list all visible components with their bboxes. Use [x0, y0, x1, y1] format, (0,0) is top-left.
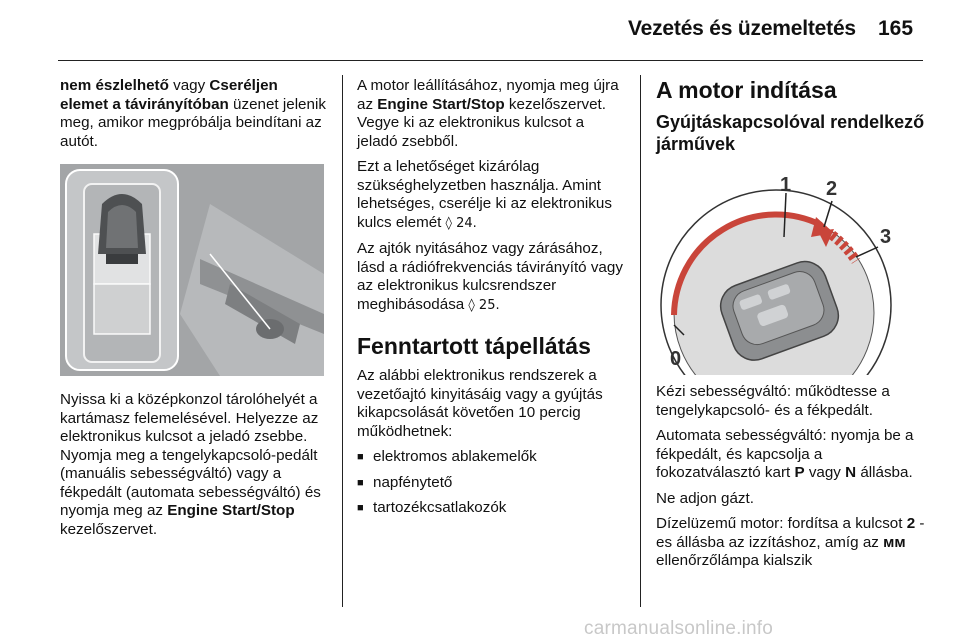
watermark: carmanualsonline.info	[584, 618, 774, 639]
page-header-title: Vezetés és üzemeltetés	[628, 17, 856, 40]
position-label-3: 3	[880, 226, 892, 248]
text-run: A motor leállításához, nyomja meg újra az	[357, 77, 619, 113]
text-run: Ezt a lehetőséget kizárólag szükséghelyzetben használja. Amint lehetséges, cserélje ki az elektronikus kulcs elemét	[357, 158, 612, 231]
subsection-heading: Gyújtáskapcsolóval rendelkező járművek	[656, 112, 925, 154]
text-run: Az ajtók nyitásához vagy zárásához, lásd a rádiófrekvenciás távirányító vagy az elektronikus kulcsrendszer meghibásodása	[357, 240, 623, 313]
column-divider-1	[342, 75, 343, 607]
paragraph-manual-transmission: Kézi sebességváltó: működtesse a tengelykapcsoló- és a fékpedált.	[656, 383, 890, 419]
ignition-switch-illustration	[656, 165, 920, 375]
text-run: állásba.	[856, 464, 913, 481]
list-item: ■ elektromos ablakemelők	[357, 448, 627, 467]
paragraph-retained-power: Az alábbi elektronikus rendszerek a vezetőajtó kinyitásáig vagy a gyújtás kikapcsolását követően 10 percig működhetnek:	[357, 367, 603, 440]
text-run: - es állásba az izzításhoz, amíg az	[656, 515, 925, 551]
bold-term: P	[794, 464, 805, 481]
column-middle	[357, 77, 627, 525]
console-storage-illustration	[60, 164, 324, 376]
paragraph-diesel-engine	[656, 515, 926, 571]
text-run: kezelőszervet. Vegye ki az elektronikus kulcsot a jeladó zsebből.	[357, 95, 606, 150]
position-label-1: 1	[780, 174, 792, 196]
bold-term: nem észlelhető	[60, 77, 169, 94]
page-number: 165	[878, 17, 914, 40]
column-left	[60, 77, 326, 546]
text-run: üzenet jelenik meg, amikor megpróbálja beindítani az autót.	[60, 95, 326, 150]
text-run: vagy	[804, 464, 846, 481]
ignition-switch-svg	[656, 165, 920, 375]
column-divider-2	[640, 75, 641, 607]
paragraph-door-lock	[357, 240, 627, 315]
bullet-list	[357, 448, 627, 518]
bold-term: 2	[906, 515, 916, 532]
text-run: Nyissa ki a középkonzol tárolóhelyét a kartámasz felemelésével. Helyezze az elektronikus kulcsot a jeladó zsebbe. Nyomja meg a tengelykapcsoló-pedált (manuális sebességváltó) vagy a fékpedált (automata sebességváltó) és nyomja meg az	[60, 391, 321, 519]
list-item: ■ napfénytető	[357, 474, 627, 493]
console-storage-svg	[60, 164, 324, 376]
text-run: vagy	[168, 77, 210, 94]
text-run: kezelőszervet.	[60, 520, 158, 538]
column-right	[656, 77, 926, 578]
bold-term: Engine Start/Stop	[167, 502, 295, 519]
paragraph-start-instructions	[60, 391, 326, 539]
bold-term: Cseréljen elemet a távirányítóban	[60, 77, 278, 113]
position-label-0: 0	[670, 348, 682, 370]
section-heading: A motor indítása	[656, 77, 837, 103]
paragraph-stop-engine	[357, 77, 627, 151]
text-run: Dízelüzemű motor: fordítsa a kulcsot	[656, 515, 907, 532]
text-run: Automata sebességváltó: nyomja be a fékpedált, és kapcsolja a fokozatválasztó kart	[656, 427, 914, 481]
bold-term: N	[845, 464, 857, 481]
position-label-2: 2	[826, 178, 838, 200]
text-run: ellenőrzőlámpa kialszik	[656, 552, 813, 569]
paragraph-automatic-transmission	[656, 427, 926, 483]
list-item: ■ tartozékcsatlakozók	[357, 499, 627, 518]
section-heading: Fenntartott tápellátás	[357, 333, 591, 359]
bold-term: Engine Start/Stop	[377, 95, 505, 113]
paragraph-emergency-only	[357, 158, 627, 233]
page-reference-link[interactable]: ◊ 25.	[464, 297, 500, 313]
paragraph-warning-message	[60, 77, 326, 151]
page-reference-link[interactable]: ◊ 24.	[441, 215, 477, 231]
header-divider	[58, 60, 923, 61]
glow-plug-icon: ᴍᴍ	[883, 533, 906, 551]
paragraph-no-throttle: Ne adjon gázt.	[656, 489, 754, 507]
